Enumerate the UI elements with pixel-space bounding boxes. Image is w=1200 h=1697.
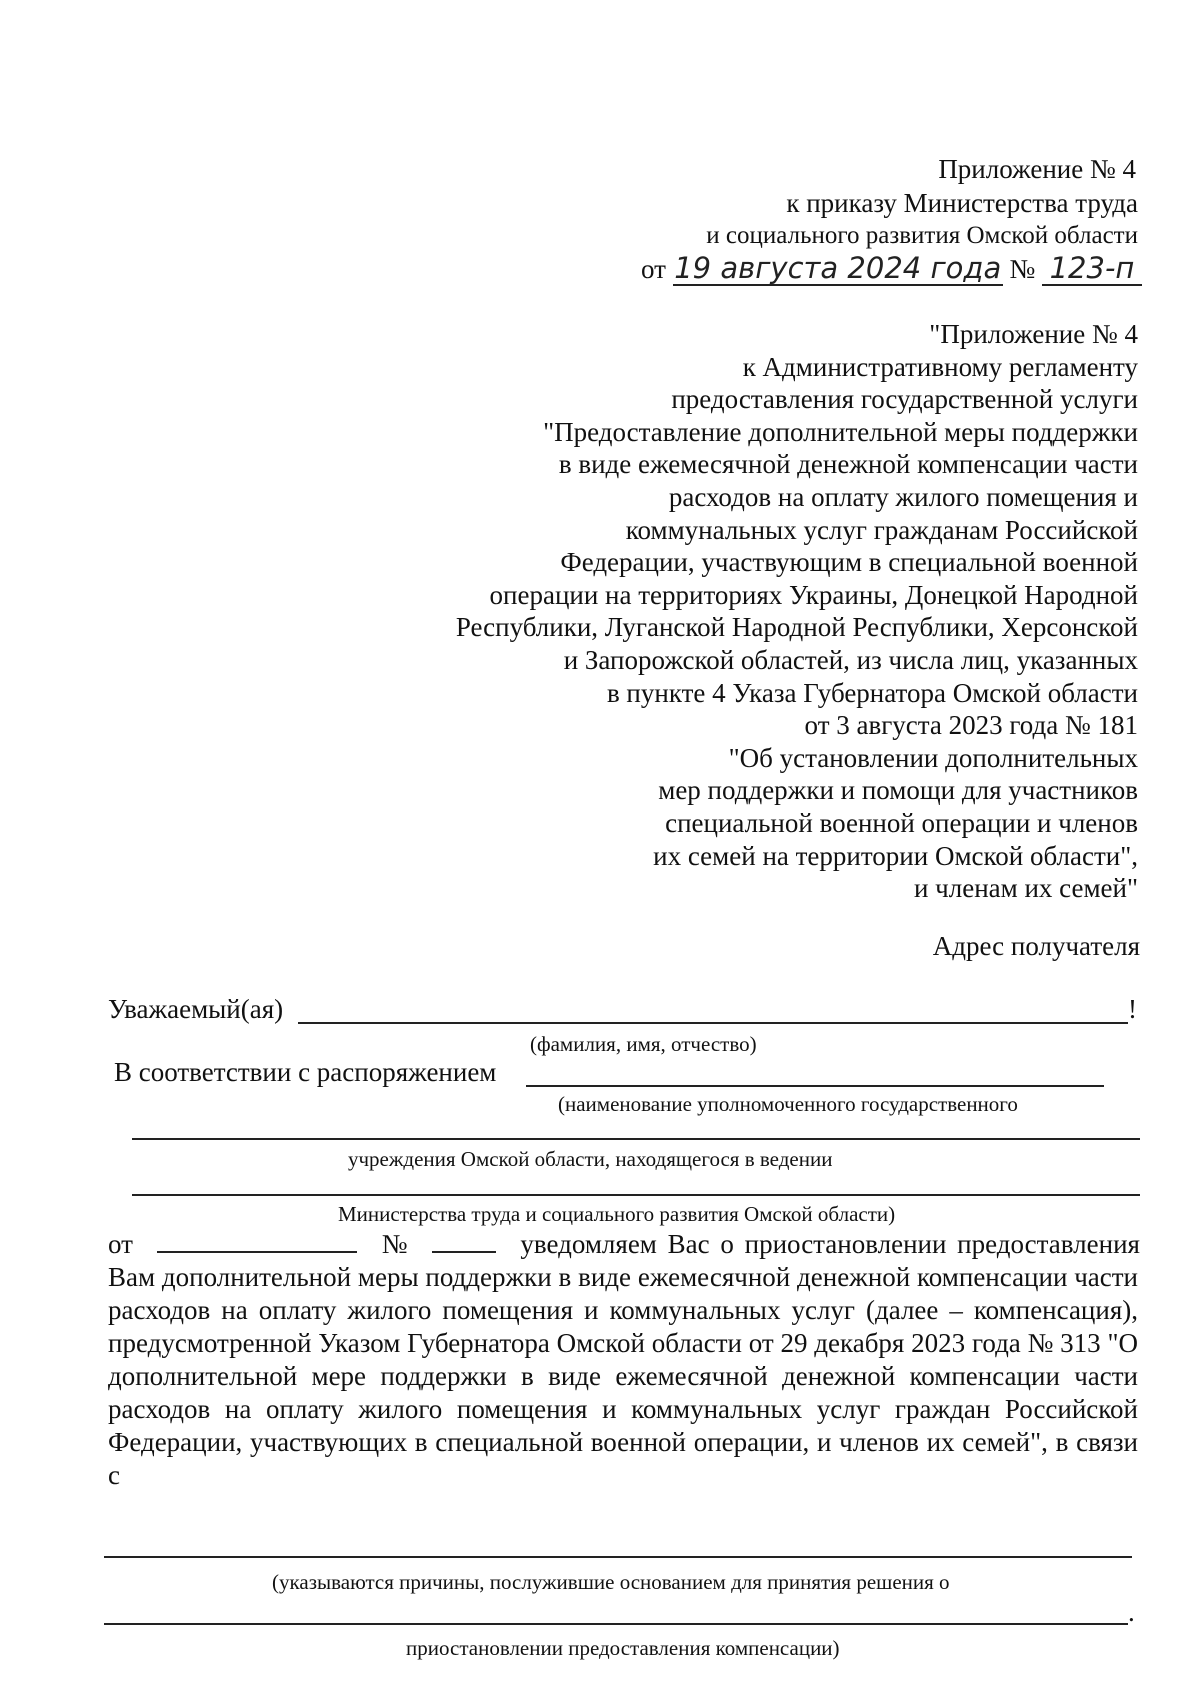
regulation-header-line: в виде ежемесячной денежной компенсации части xyxy=(558,449,1138,480)
institution-hint-2: учреждения Омской области, находящегося в ведении xyxy=(348,1147,833,1171)
regulation-header-line: и Запорожской областей, из числа лиц, указанных xyxy=(563,645,1138,675)
order-ministry-line: к приказу Министерства труда xyxy=(786,188,1138,218)
body-first-line xyxy=(108,1228,1140,1260)
num-label: № xyxy=(381,1229,408,1259)
regulation-header-line: к Административному регламенту xyxy=(742,351,1138,382)
regulation-header-line: коммунальных услуг гражданам Российской xyxy=(625,514,1138,545)
order-number-handwritten: 123-п xyxy=(1042,252,1142,286)
order-date-prefix: от xyxy=(641,254,666,284)
regulation-header-line: мер поддержки и помощи для участников xyxy=(658,775,1138,806)
institution-hint-1: (наименование уполномоченного государственного xyxy=(558,1092,1018,1116)
order-date-handwritten: 19 августа 2024 года xyxy=(674,251,1002,285)
fio-hint: (фамилия, имя, отчество) xyxy=(530,1032,757,1056)
accordance-label: В соответствии с распоряжением xyxy=(114,1057,497,1087)
body-first-text: уведомляем Вас о приостановлении предоставления xyxy=(520,1229,1140,1259)
number-blank xyxy=(432,1229,496,1253)
from-label: от xyxy=(108,1229,133,1259)
institution-blank-line-2 xyxy=(132,1194,1140,1196)
fio-blank-line xyxy=(298,1022,1128,1024)
body-paragraph: Вам дополнительной меры поддержки в виде ежемесячной денежной компенсации части расходов на оплату жилого помещения и коммунальных услуг (далее – компенсация), предусмотренной Указом Губернатора Омской области от 29 декабря 2023 года № 313 "О дополнительной мере поддержки в виде ежемесячной денежной компенсации части расходов на оплату жилого помещения и коммунальных услуг граждан Российской Федерации, участвующих в специальной военной операции, и членов их семей", в связи с xyxy=(108,1262,1138,1490)
reason-hint-2: приостановлении предоставления компенсации) xyxy=(406,1636,840,1660)
regulation-header-line: Федерации, участвующим в специальной военной xyxy=(560,547,1138,578)
order-number-sign: № xyxy=(1009,254,1036,284)
regulation-header-line: предоставления государственной услуги xyxy=(671,384,1138,415)
regulation-header-line: и членам их семей" xyxy=(913,873,1138,904)
regulation-header-line: "Предоставление дополнительной меры поддержки xyxy=(543,416,1138,447)
date-blank xyxy=(157,1229,357,1253)
order-ministry-line-2: и социального развития Омской области xyxy=(706,222,1138,249)
reason-blank-line-2 xyxy=(104,1623,1128,1625)
order-blank-line xyxy=(526,1085,1104,1087)
reason-period: . xyxy=(1128,1597,1135,1627)
regulation-header-line: операции на территориях Украины, Донецкой Народной xyxy=(489,579,1138,610)
regulation-header-line: расходов на оплату жилого помещения и xyxy=(668,482,1138,512)
regulation-header-line: в пункте 4 Указа Губернатора Омской области xyxy=(606,677,1138,708)
recipient-address-label: Адрес получателя xyxy=(932,931,1140,961)
reason-blank-line-1 xyxy=(104,1556,1132,1558)
order-date-line xyxy=(641,252,1142,286)
reason-hint-1: (указываются причины, послужившие основанием для принятия решения о xyxy=(272,1570,950,1594)
institution-blank-line-1 xyxy=(132,1138,1140,1140)
regulation-header-line: "Об установлении дополнительных xyxy=(728,742,1138,773)
regulation-header-line: Республики, Луганской Народной Республики, Херсонской xyxy=(455,612,1138,643)
regulation-header-line: их семей на территории Омской области", xyxy=(653,840,1138,871)
order-appendix-title: Приложение № 4 xyxy=(938,154,1136,184)
greeting-exclamation: ! xyxy=(1128,994,1137,1024)
regulation-header-line: специальной военной операции и членов xyxy=(665,808,1138,838)
institution-hint-3: Министерства труда и социального развития Омской области) xyxy=(338,1202,896,1226)
greeting-label: Уважаемый(ая) xyxy=(108,994,284,1024)
regulation-header-line: "Приложение № 4 xyxy=(929,319,1138,349)
regulation-header-line: от 3 августа 2023 года № 181 xyxy=(804,710,1138,741)
